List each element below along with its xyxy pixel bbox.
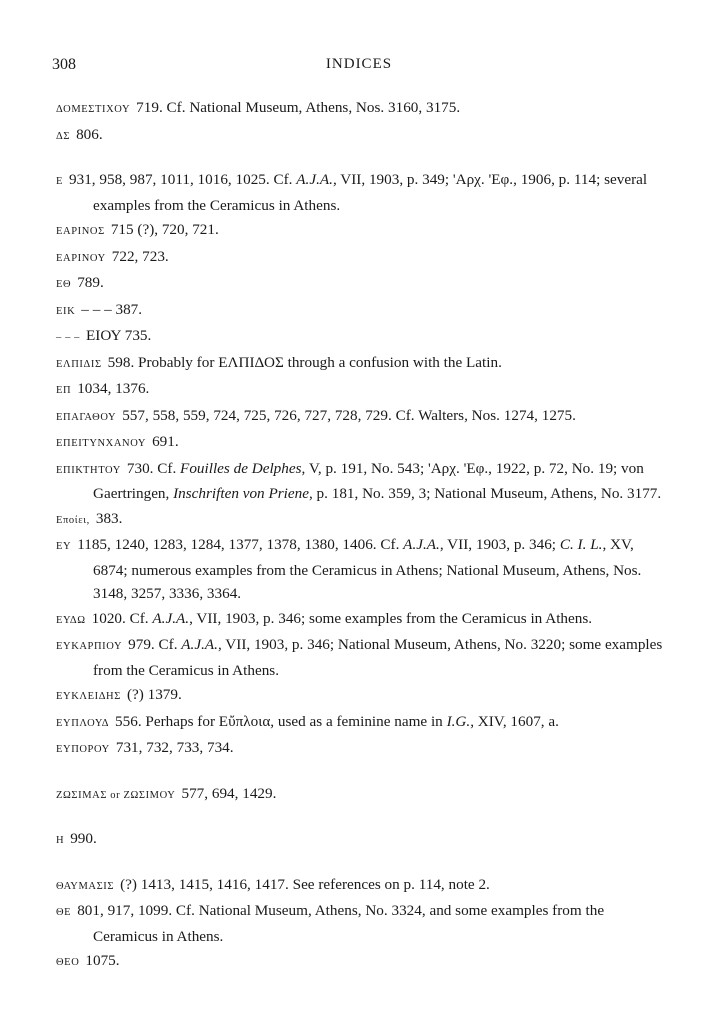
entry-text: 383. xyxy=(95,509,123,527)
index-entry xyxy=(56,782,666,808)
entry-body xyxy=(77,380,149,397)
entry-citation-italic: I.G. xyxy=(446,712,471,730)
entry-body xyxy=(181,785,276,802)
entry-text: 557, 558, 559, 724, 725, 726, 727, 728, 729. Cf. Walters, Nos. 1274, 1275. xyxy=(122,406,576,424)
entry-text: 801, 917, 1099. Cf. National Museum, Athens, No. 3324, and some examples from the Ceramicus in Athens. xyxy=(77,902,605,945)
entry-headword: ΕΑΡΙΝΟΥ xyxy=(56,252,106,264)
entry-text: , VII, 1903, p. 346; xyxy=(439,536,560,553)
entry-text: (?) 1413, 1415, 1416, 1417. See references on p. 114, note 2. xyxy=(120,875,490,893)
entry-headword: ΕΘ xyxy=(56,279,72,290)
entry-text: 598. Probably for ΕΛΠΙΔΟΣ through a confusion with the Latin. xyxy=(107,353,502,371)
entry-body xyxy=(96,510,123,527)
entry-body xyxy=(77,902,604,945)
entry-citation-italic: Inschriften von Priene xyxy=(173,485,309,502)
entry-text: – – – 387. xyxy=(81,300,143,318)
entry-headword: ΘΕ xyxy=(56,907,72,918)
index-entry xyxy=(56,949,666,975)
index-entry xyxy=(56,96,666,122)
index-entry xyxy=(56,377,666,403)
index-entries xyxy=(56,96,666,976)
entry-text: 691. xyxy=(152,433,179,450)
entry-body xyxy=(85,952,119,969)
index-entry xyxy=(56,298,666,324)
entry-text: 806. xyxy=(76,125,103,143)
entry-text: 722, 723. xyxy=(111,247,169,265)
entry-text: , VII, 1903, p. 349; 'Αρχ. 'Εφ., 1906, p. 114; several examples from the Ceramicus in Athens. xyxy=(93,171,648,214)
entry-body xyxy=(93,636,662,679)
entry-body xyxy=(77,536,641,602)
index-entry xyxy=(56,683,666,709)
entry-text: , p. 181, No. 359, 3; National Museum, Athens, No. 3177. xyxy=(308,485,662,502)
index-entry xyxy=(56,168,666,217)
index-entry xyxy=(56,633,666,682)
entry-text: 556. Perhaps for Εὔπλοια, used as a feminine name in xyxy=(115,712,447,730)
entry-headword: Η xyxy=(56,835,65,846)
entry-text: , VII, 1903, p. 346; National Museum, Athens, No. 3220; some examples from the Ceramicus in Athens. xyxy=(93,636,663,679)
entry-text: 719. Cf. National Museum, Athens, Nos. 3160, 3175. xyxy=(136,99,461,116)
entry-headword: ΕΥΔΩ xyxy=(56,614,86,626)
entry-headword: ΕΠΙΚΤΗΤΟΥ xyxy=(56,464,121,476)
running-title: INDICES xyxy=(325,56,393,72)
entry-headword: ΕΙΚ xyxy=(56,305,76,317)
entry-body xyxy=(127,686,182,703)
entry-body xyxy=(115,713,559,730)
entry-headword: ΘΑΥΜΑΣΙΣ xyxy=(56,880,115,892)
entry-citation-italic: A.J.A. xyxy=(403,536,440,553)
entry-headword: ΕΠΕΙΤΥΝΧΑΝΟΥ xyxy=(56,438,147,449)
entry-text: 1185, 1240, 1283, 1284, 1377, 1378, 1380, 1406. Cf. xyxy=(77,536,404,553)
entry-headword: Επoίει, xyxy=(56,514,90,526)
index-entry xyxy=(56,736,666,762)
page-number: 308 xyxy=(52,56,76,73)
entry-headword: ΕΥ xyxy=(56,541,72,552)
index-entry xyxy=(56,533,666,606)
entry-body xyxy=(69,171,647,214)
index-entry xyxy=(56,827,666,853)
entry-text: , VII, 1903, p. 346; some examples from the Ceramicus in Athens. xyxy=(189,609,593,627)
entry-body xyxy=(152,433,179,450)
entry-text: 1075. xyxy=(85,952,120,969)
entry-text: (?) 1379. xyxy=(126,686,182,703)
entry-citation-italic: A.J.A. xyxy=(296,171,333,188)
entry-citation-italic: A.J.A. xyxy=(152,609,190,627)
entry-text: 789. xyxy=(77,274,104,291)
index-entry xyxy=(56,123,666,149)
index-entry xyxy=(56,430,666,456)
index-entry xyxy=(56,218,666,244)
entry-body xyxy=(92,610,592,627)
index-entry xyxy=(56,351,666,377)
entry-citation-italic: A.J.A. xyxy=(181,636,218,653)
entry-body xyxy=(76,126,103,143)
entry-headword: ΘΕΟ xyxy=(56,957,80,968)
entry-headword: – – – xyxy=(56,332,80,343)
index-entry xyxy=(56,324,666,350)
entry-headword: ΕΠ xyxy=(56,385,72,396)
entry-text: 990. xyxy=(70,830,97,847)
entry-headword: ΕΥΠΟΡΟΥ xyxy=(56,744,110,755)
entry-body xyxy=(136,99,460,116)
entry-text: 979. Cf. xyxy=(128,636,182,653)
entry-headword: ΕΠΑΓΑΘΟΥ xyxy=(56,411,117,423)
entry-body xyxy=(120,876,490,893)
entry-headword: Ε xyxy=(56,176,64,187)
entry-text: 577, 694, 1429. xyxy=(181,784,277,802)
entry-headword: ΔΣ xyxy=(56,130,71,142)
entry-headword: ΕΥΠΛΟΥΔ xyxy=(56,717,110,729)
entry-body xyxy=(116,739,234,756)
entry-body xyxy=(70,830,97,847)
page-header xyxy=(52,56,666,78)
entry-body xyxy=(111,221,219,238)
entry-text: ΕΙΟΥ 735. xyxy=(86,327,152,344)
entry-text: , XIV, 1607, a. xyxy=(470,712,559,730)
entry-headword: ΖΩΣΙΜΑΣ or ΖΩΣΙΜΟΥ xyxy=(56,789,176,801)
entry-body xyxy=(77,274,104,291)
entry-body xyxy=(86,327,151,344)
entry-citation-italic: Fouilles de Delphes xyxy=(180,459,302,477)
index-entry xyxy=(56,457,666,506)
entry-headword: ΕΑΡΙΝΟΣ xyxy=(56,226,105,237)
entry-headword: ΕΥΚΑΡΠΙΟΥ xyxy=(56,641,123,652)
entry-body xyxy=(122,407,576,424)
entry-body xyxy=(93,460,661,503)
index-entry xyxy=(56,271,666,297)
entry-body xyxy=(81,301,142,318)
entry-text: 715 (?), 720, 721. xyxy=(110,221,219,238)
entry-body xyxy=(112,248,169,265)
entry-body xyxy=(108,354,502,371)
entry-text: , XV, 6874; numerous examples from the Ceramicus in Athens; National Museum, Athens, Nos. 3148, 3257, 3336, 3364. xyxy=(93,536,642,602)
index-entry xyxy=(56,507,666,533)
entry-citation-italic: C. I. L. xyxy=(559,536,603,553)
entry-headword: ΔΟΜΕΣΤΙΧΟΥ xyxy=(56,104,131,115)
entry-headword: ΕΥΚΛΕΙΔΗΣ xyxy=(56,691,121,702)
entry-text: , V, p. 191, No. 543; 'Αρχ. 'Εφ., 1922, p. 72, No. 19; von Gaertringen, xyxy=(93,459,644,502)
entry-text: 1020. Cf. xyxy=(91,609,153,627)
entry-text: 731, 732, 733, 734. xyxy=(115,739,234,756)
index-entry xyxy=(56,607,666,633)
index-entry xyxy=(56,899,666,948)
entry-text: 730. Cf. xyxy=(126,459,181,477)
entry-text: 931, 958, 987, 1011, 1016, 1025. Cf. xyxy=(69,171,297,188)
index-entry xyxy=(56,245,666,271)
index-entry xyxy=(56,873,666,899)
index-entry xyxy=(56,404,666,430)
index-entry xyxy=(56,710,666,736)
entry-headword: ΕΛΠΙΔΙΣ xyxy=(56,358,102,370)
entry-text: 1034, 1376. xyxy=(77,380,150,397)
